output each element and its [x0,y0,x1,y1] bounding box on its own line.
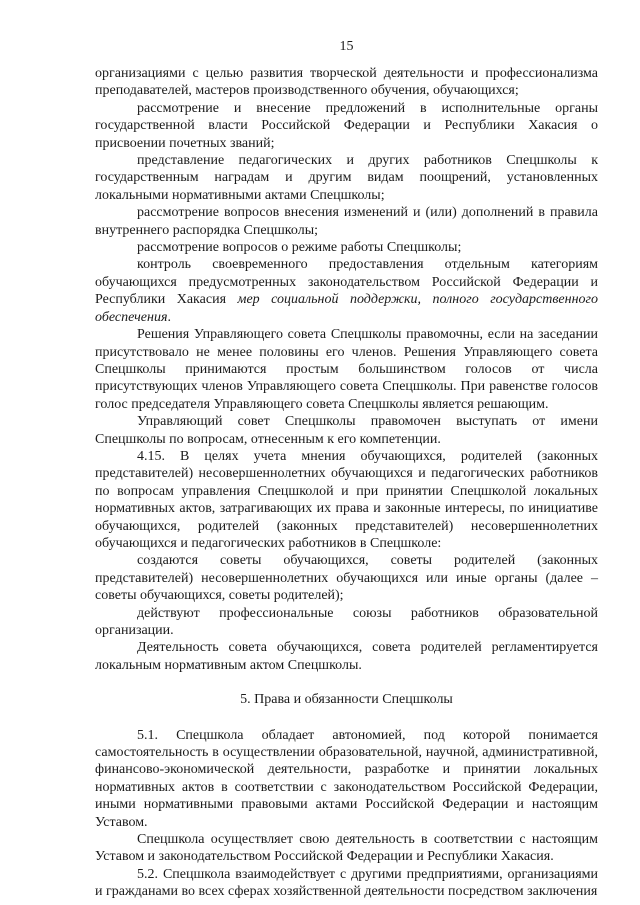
paragraph: представление педагогических и других работников Спецшколы к государственным наградам и другим видам поощрений, установленных локальными нормативными актами Спецшколы; [95,153,598,203]
section-heading: 5. Права и обязанности Спецшколы [240,692,453,708]
paragraph: организациями с целью развития творческой деятельности и профессионализма преподавателей, мастеров производственного обучения, обучающихся; [95,66,598,99]
paragraph: рассмотрение вопросов внесения изменений и (или) дополнений в правила внутреннего распорядка Спецшколы; [95,205,598,238]
paragraph: Спецшкола осуществляет свою деятельность в соответствии с настоящим Уставом и законодательством Российской Федерации и Республики Хакасия. [95,832,598,865]
paragraph: рассмотрение вопросов о режиме работы Спецшколы; [137,240,462,256]
paragraph: создаются советы обучающихся, советы родителей (законных представителей) несовершеннолетних обучающихся или иные органы (далее – советы обучающихся, советы родителей); [95,553,598,604]
paragraph: 4.15. В целях учета мнения обучающихся, родителей (законных представителей) несовершеннолетних обучающихся и педагогических работников по вопросам управления Спецшколой и при принятии Спецшколой локальных нормативных актов, затрагивающих их права и законные интересы, по инициативе обучающихся, родителей (законных представителей) несовершеннолетних обучающихся и педагогических работников в Спецшколе: [95,448,598,551]
paragraph: 5.1. Спецшкола обладает автономией, под которой понимается самостоятельность в осуществлении образовательной, научной, административной, финансово-экономической деятельности, разработке и принятии локальных нормативных актов в соответствии с законодательством Российской Федерации, иными нормативными правовыми актами Российской Федерации и настоящим Уставом. [95,727,598,830]
emphasized-text: мер социальной поддержки, полного государственного обеспечения [95,292,598,325]
paragraph: Решения Управляющего совета Спецшколы правомочны, если на заседании присутствовало не менее половины его членов. Решения Управляющего совета Спецшколы принимаются простым большинством голосов от числа присутствующих членов Управляющего совета Спецшколы. При равенстве голосов голос председателя Управляющего совета Спецшколы является решающим. [95,327,598,412]
paragraph: контроль своевременного предоставления отдельным категориям обучающихся предусмотренных законодательством Российской Федерации и Республики Хакасия мер социальной поддержки, полного государственного обеспечения. [95,257,598,325]
text-body [95,65,598,674]
paragraph: Управляющий совет Спецшколы правомочен выступать от имени Спецшколы по вопросам, отнесенным к его компетенции. [95,414,598,447]
paragraph: рассмотрение и внесение предложений в исполнительные органы государственной власти Российской Федерации и Республики Хакасия о присвоении почетных званий; [95,100,598,151]
text-body-continued [95,727,598,901]
paragraph: 5.2. Спецшкола взаимодействует с другими предприятиями, организациями и гражданами во всех сферах хозяйственной деятельности посредством заключения [95,866,598,900]
page-number: 15 [339,39,354,54]
paragraph: действуют профессиональные союзы работников образовательной организации. [95,605,598,638]
paragraph: Деятельность совета обучающихся, совета родителей регламентируется локальным нормативным актом Спецшколы. [95,640,598,673]
